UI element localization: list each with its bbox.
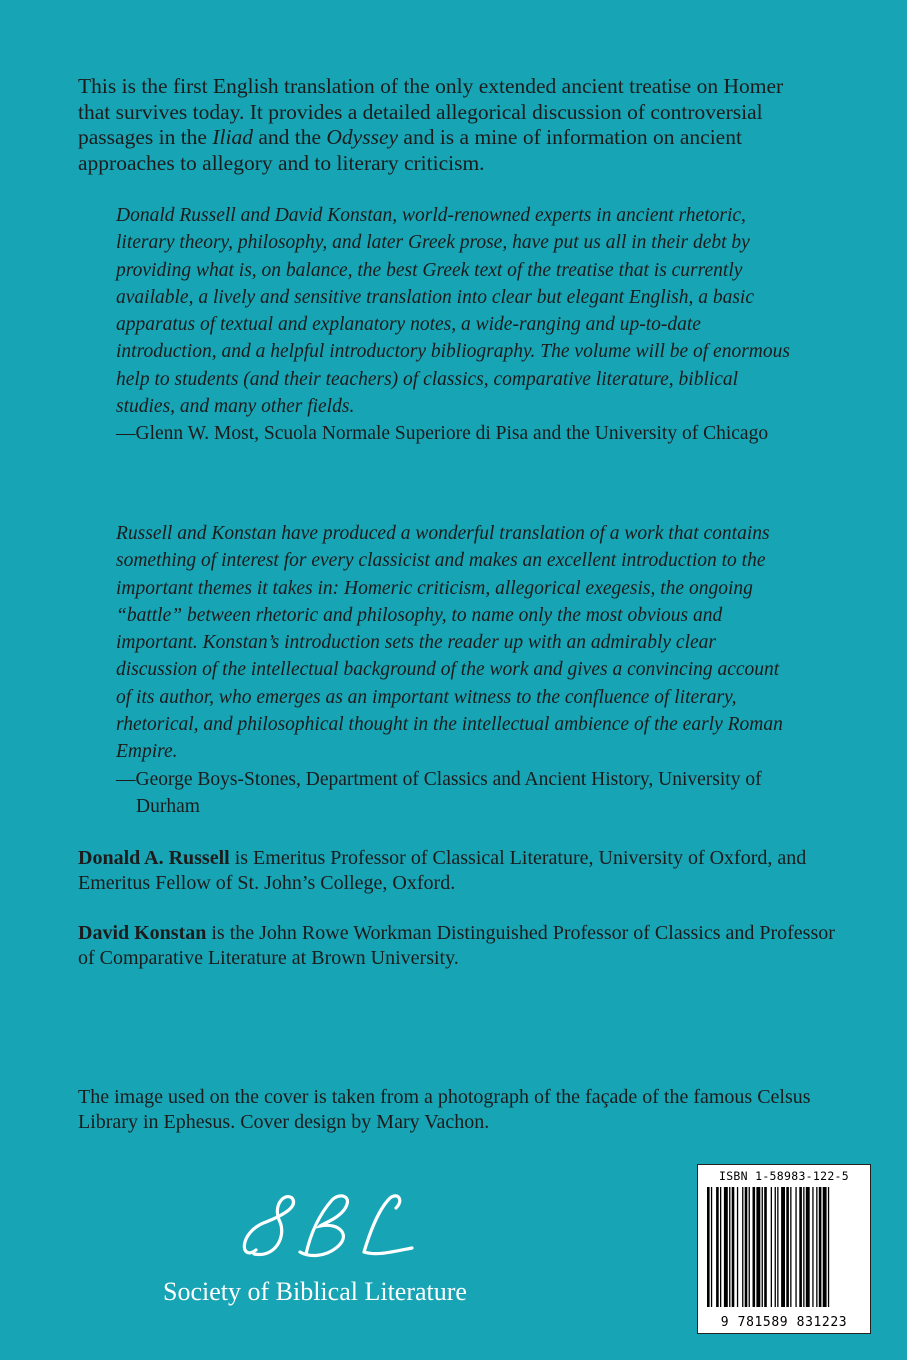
barcode-bar	[775, 1187, 776, 1307]
isbn-label: ISBN 1-58983-122-5	[718, 1169, 850, 1183]
barcode-bar	[771, 1187, 772, 1307]
barcode-bar	[812, 1187, 813, 1307]
barcode-bar	[711, 1187, 712, 1307]
sbl-logo-mark	[236, 1192, 416, 1272]
endorsement-text: Russell and Konstan have produced a wonderful translation of a work that contains something of interest for every classicist and makes an excellent introduction to the important themes it takes in: Homeric criticism, allegorical exegesis, the ongoing “battle” between rhetoric and philosophy, to name only the most obvious and important. Konstan’s introduction sets the reader up with an admirably clear discussion of the intellectual background of the work and gives a convincing account of its author, who emerges as an important witness to the confluence of literary, rhetorical, and philosophical thought in the intellectual ambience of the early Roman Empire.	[116, 523, 783, 763]
barcode-bar	[781, 1187, 785, 1307]
endorsement-text: Donald Russell and David Konstan, world-renowned experts in ancient rhetoric, literary theory, philosophy, and later Greek prose, have put us all in their debt by providing what is, on balance, the best Greek text of the treatise that is currently available, a lively and sensitive translation into clear but elegant English, a basic apparatus of textual and explanatory notes, a wide-ranging and up-to-date introduction, and a helpful introductory bibliography. The volume will be of enormous help to students (and their teachers) of classics, comparative literature, biblical studies, and many other fields.	[116, 205, 790, 418]
barcode-bar	[819, 1187, 822, 1307]
barcode-bar	[749, 1187, 750, 1307]
barcode-bar	[777, 1187, 778, 1307]
endorsement-attribution: —Glenn W. Most, Scuola Normale Superiore di Pisa and the University of Chicago	[116, 423, 769, 445]
intro-paragraph	[78, 74, 818, 176]
barcode-bar	[828, 1187, 829, 1307]
cover-credit: The image used on the cover is taken from a photograph of the façade of the famous Celsus Library in Ephesus. Cover design by Mary Vachon.	[78, 1086, 811, 1133]
ean-number: 9 781589 831223	[720, 1315, 848, 1330]
barcode-bars	[707, 1187, 861, 1307]
author-name: Donald A. Russell	[78, 847, 230, 869]
barcode-bar	[720, 1187, 721, 1307]
author-bio-russell	[78, 846, 838, 896]
publisher-name: Society of Biblical Literature	[163, 1277, 467, 1306]
author-bio-text: is Emeritus Professor of Classical Literature, University of Oxford, and Emeritus Fellow of St. John’s College, Oxford.	[78, 847, 807, 894]
barcode-bar	[806, 1187, 810, 1307]
intro-text-3: and is a mine of information on ancient approaches to allegory and to literary criticism.	[78, 125, 742, 175]
barcode-bar	[729, 1187, 730, 1307]
barcode-bar	[742, 1187, 743, 1307]
barcode-bar	[803, 1187, 804, 1307]
barcode-bar	[716, 1187, 719, 1307]
barcode-bar	[762, 1187, 763, 1307]
barcode-bar	[764, 1187, 767, 1307]
barcode-bar	[816, 1187, 817, 1307]
author-bio-konstan	[78, 921, 838, 971]
isbn-barcode	[697, 1164, 871, 1334]
intro-text-2: and the	[252, 125, 327, 149]
author-name: David Konstan	[78, 922, 207, 944]
endorsement-boys-stones	[116, 520, 796, 820]
barcode-bar	[745, 1187, 748, 1307]
endorsement-most	[116, 202, 796, 448]
barcode-bar	[799, 1187, 802, 1307]
barcode-bar	[786, 1187, 789, 1307]
endorsement-attribution: —George Boys-Stones, Department of Classics and Ancient History, University of Durham	[116, 768, 762, 817]
intro-text-1: This is the first English translation of the only extended ancient treatise on Homer that survives today. It provides a detailed allegorical discussion of controversial passages in the	[78, 74, 784, 149]
barcode-bar	[724, 1187, 728, 1307]
odyssey-title: Odyssey	[326, 125, 399, 149]
iliad-title: Iliad	[212, 125, 253, 149]
barcode-bar	[753, 1187, 756, 1307]
barcode-bar	[790, 1187, 791, 1307]
barcode-bar	[823, 1187, 827, 1307]
sbl-logo	[236, 1192, 416, 1272]
barcode-bar	[756, 1187, 760, 1307]
barcode-bar	[707, 1187, 710, 1307]
barcode-bar	[795, 1187, 796, 1307]
author-bio-text: is the John Rowe Workman Distinguished Professor of Classics and Professor of Comparative Literature at Brown University.	[78, 922, 835, 969]
barcode-bar	[732, 1187, 735, 1307]
barcode-bar	[737, 1187, 738, 1307]
